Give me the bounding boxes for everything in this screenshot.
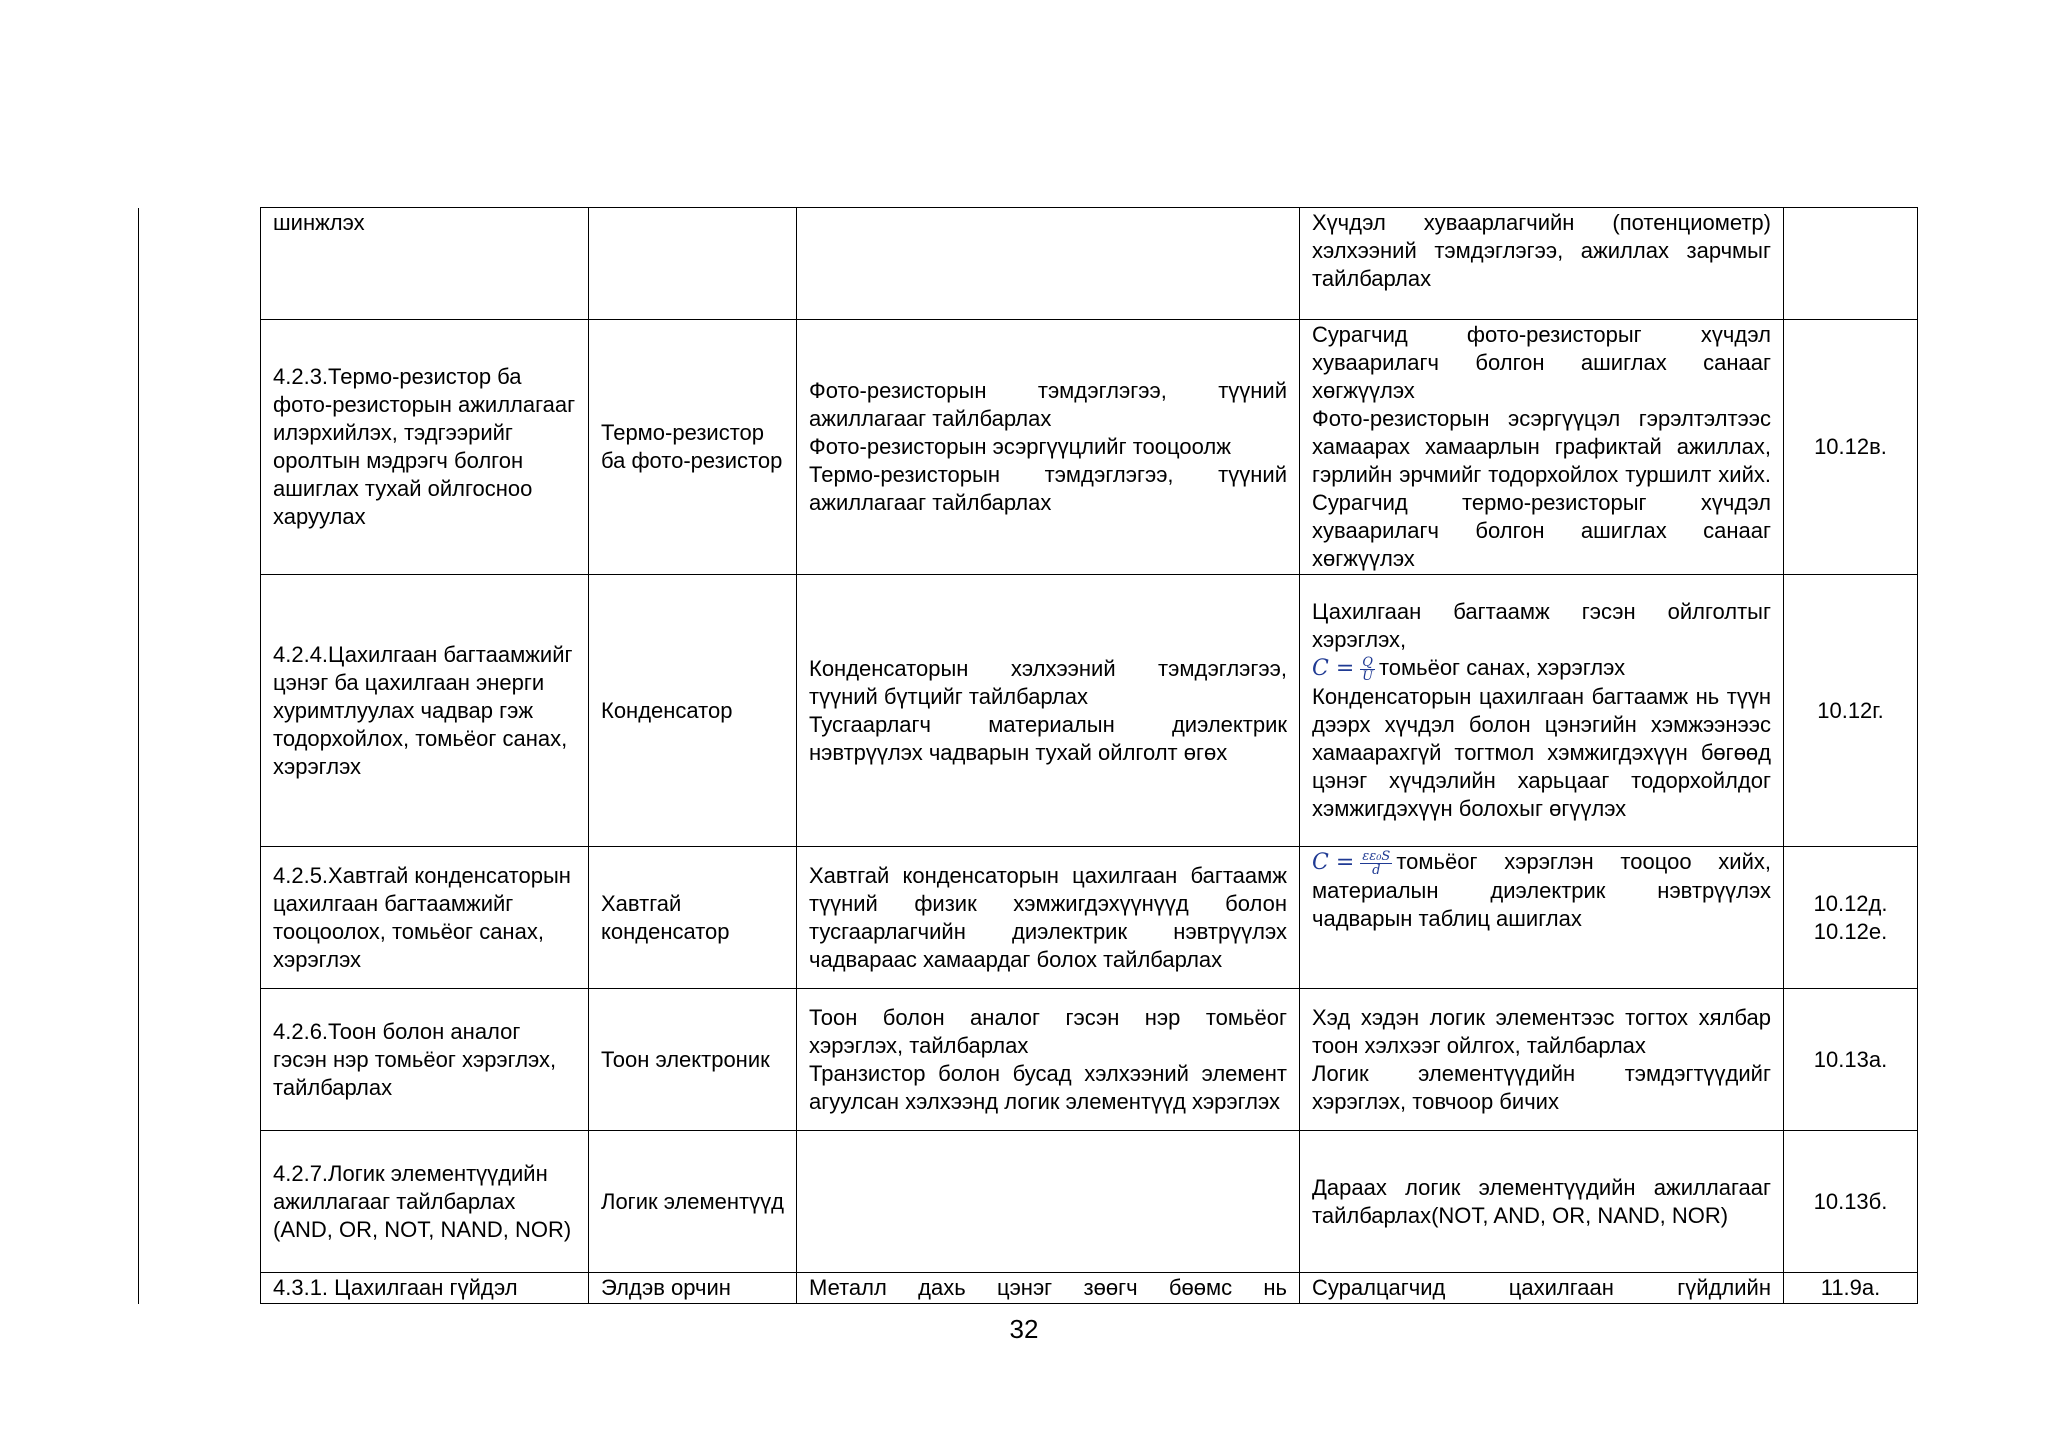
content-cell (797, 1273, 1300, 1304)
activity-cell (1300, 1273, 1784, 1304)
table-row (139, 575, 1918, 847)
content-line: Тусгаарлагч материалын диэлектрик нэвтрүүлэх чадварын тухай ойлголт өгөх (809, 711, 1287, 765)
activity-cell (1300, 989, 1784, 1131)
formula-denominator: d (1372, 862, 1381, 878)
code-text: 10.12д. (1813, 890, 1888, 916)
content-line: Термо-резисторын тэмдэглэгээ, түүний ажиллагааг тайлбарлах (809, 462, 1287, 515)
activity-line: Сурагчид фото-резисторыг хүчдэл хуваарилагч болгон ашиглах санааг хөгжүүлэх (1312, 322, 1771, 403)
content-cell (797, 989, 1300, 1131)
code-cell (1784, 847, 1918, 989)
activity-cell (1300, 1131, 1784, 1273)
activity-formula-text: томьёог хэрэглэн тооцоо хийх, материалын диэлектрик нэвтрүүлэх чадварын таблиц ашиглах (1312, 849, 1771, 931)
objective-cell (261, 320, 589, 575)
objective-cell (261, 847, 589, 989)
objective-cell (261, 208, 589, 320)
objective-cell (261, 1273, 589, 1304)
objective-text: 4.2.5.Хавтгай конденсаторын цахилгаан багтаамжийг тооцоолох, томьёог санах, хэрэглэх (273, 862, 571, 972)
topic-cell (589, 208, 797, 320)
curriculum-table (138, 207, 1918, 1304)
capacitance-formula (1312, 655, 1375, 683)
activity-cell (1300, 847, 1784, 989)
content-line: Конденсаторын хэлхээний тэмдэглэгээ, түүний бүтцийг тайлбарлах (809, 655, 1287, 709)
formula-numerator: Q (1362, 654, 1373, 670)
formula-denominator: U (1362, 668, 1374, 684)
activity-line: Фото-резисторын эсэргүүцэл гэрэлтэлтээс хамаарах хамаарлын графиктай ажиллах, гэрлийн эрчмийг тодорхойлох туршилт хийх. Сурагчид термо-резисторыг хүчдэл хуваарилагч болгон ашиглах санааг хөгжүүлэх (1312, 406, 1771, 571)
table-row (139, 1131, 1918, 1273)
code-cell (1784, 320, 1918, 575)
objective-text: шинжлэх (273, 210, 365, 235)
activity-formula-text: томьёог санах, хэрэглэх (1378, 655, 1626, 680)
topic-text: Термо-резистор ба фото-резистор (601, 420, 783, 473)
strand-column (139, 208, 261, 1304)
topic-text: Тоон электроник (601, 1046, 770, 1072)
formula-lhs: C = (1312, 656, 1355, 681)
topic-text: Логик элементүүд (601, 1188, 784, 1214)
activity-line: Логик элементүүдийн тэмдэгтүүдийг хэрэглэх, товчоор бичих (1312, 1060, 1771, 1114)
content-cell (797, 208, 1300, 320)
content-line: Транзистор болон бусад хэлхээний элемент агуулсан хэлхээнд логик элементүүд хэрэглэх (809, 1060, 1287, 1114)
table-row (139, 1273, 1918, 1304)
content-cell (797, 575, 1300, 847)
page-number: 32 (1009, 1314, 1039, 1344)
formula-line (1312, 654, 1771, 683)
code-text: 10.13а. (1813, 1046, 1888, 1072)
topic-cell (589, 1131, 797, 1273)
code-text: 10.12г. (1817, 697, 1884, 723)
table-row (139, 847, 1918, 989)
content-cell (797, 1131, 1300, 1273)
table-row (139, 208, 1918, 320)
objective-cell (261, 575, 589, 847)
activity-text: Дараах логик элементүүдийн ажиллагааг тайлбарлах(NOT, AND, OR, NAND, NOR) (1312, 1174, 1771, 1228)
code-text: 11.9а. (1820, 1275, 1881, 1300)
activity-cell (1300, 575, 1784, 847)
code-cell (1784, 575, 1918, 847)
topic-cell (589, 1273, 797, 1304)
topic-cell (589, 989, 797, 1131)
content-line: Фото-резисторын эсэргүүцлийг тооцоолж (809, 434, 1231, 459)
formula-numerator: εε₀S (1362, 848, 1391, 864)
formula-fraction (1360, 656, 1375, 683)
activity-line: Хэд хэдэн логик элементээс тогтох хялбар тоон хэлхээг ойлгох, тайлбарлах (1312, 1004, 1771, 1058)
content-cell (797, 320, 1300, 575)
objective-cell (261, 989, 589, 1131)
content-line: Фото-резисторын тэмдэглэгээ, түүний ажиллагааг тайлбарлах (809, 378, 1287, 431)
content-cell (797, 847, 1300, 989)
activity-line: Цахилгаан багтаамж гэсэн ойлголтыг хэрэглэх, (1312, 599, 1771, 652)
objective-text: 4.2.4.Цахилгаан багтаамжийг цэнэг ба цахилгаан энерги хуримтлуулах чадвар гэж тодорхойлох, томьёог санах, хэрэглэх (273, 641, 573, 779)
code-text: 10.13б. (1813, 1188, 1888, 1214)
code-cell (1784, 989, 1918, 1131)
topic-text: Конденсатор (601, 697, 733, 723)
activity-cell (1300, 320, 1784, 575)
formula-fraction (1360, 850, 1392, 877)
content-text: Хавтгай конденсаторын цахилгаан багтаамж түүний физик хэмжигдэхүүнүүд болон тусгаарлагчийн диэлектрик нэвтрүүлэх чадвараас хамаардаг болох тайлбарлах (809, 862, 1287, 972)
content-text: Металл дахь цэнэг зөөгч бөөмс нь (809, 1275, 1287, 1300)
objective-text: 4.3.1. Цахилгаан гүйдэл (273, 1275, 518, 1300)
activity-line: Конденсаторын цахилгаан багтаамж нь түүн дээрх хүчдэл болон цэнэгийн хэмжээнээс хамаарахгүй тогтмол хэмжигдэхүүн бөгөөд цэнэг хүчдэлийн харьцааг тодорхойлдог хэмжигдэхүүн болохыг өгүүлэх (1312, 684, 1771, 821)
objective-text: 4.2.3.Термо-резистор ба фото-резисторын ажиллагааг илэрхийлэх, тэдгээрийг оролтын мэдрэгч болгон ашиглах тухай ойлгосноо харуулах (273, 364, 576, 529)
code-cell (1784, 1273, 1918, 1304)
topic-cell (589, 320, 797, 575)
activity-text: Суралцагчид цахилгаан гүйдлийн (1312, 1275, 1771, 1300)
objective-text: 4.2.6.Тоон болон аналог гэсэн нэр томьёог хэрэглэх, тайлбарлах (273, 1018, 557, 1100)
code-text: 10.12в. (1814, 434, 1887, 459)
objective-cell (261, 1131, 589, 1273)
flat-capacitor-formula (1312, 849, 1392, 877)
topic-cell (589, 575, 797, 847)
code-cell (1784, 1131, 1918, 1273)
code-text: 10.12е. (1813, 918, 1888, 944)
topic-cell (589, 847, 797, 989)
activity-text: Хүчдэл хуваарлагчийн (потенциометр) хэлхээний тэмдэглэгээ, ажиллах зарчмыг тайлбарлах (1312, 210, 1771, 291)
objective-text: 4.2.7.Логик элементүүдийн ажиллагааг тайлбарлах (AND, OR, NOT, NAND, NOR) (273, 1160, 572, 1242)
code-cell (1784, 208, 1918, 320)
table-row (139, 989, 1918, 1131)
activity-cell (1300, 208, 1784, 320)
table-row (139, 320, 1918, 575)
topic-text: Элдэв орчин (601, 1275, 731, 1300)
content-line: Тоон болон аналог гэсэн нэр томьёог хэрэглэх, тайлбарлах (809, 1004, 1287, 1058)
formula-lhs: C = (1312, 850, 1355, 875)
topic-text: Хавтгай конденсатор (601, 890, 730, 944)
